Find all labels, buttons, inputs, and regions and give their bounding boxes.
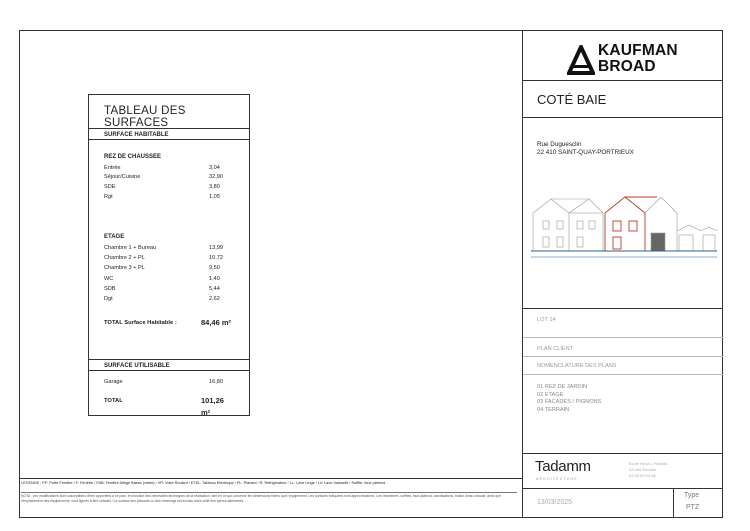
divider: [523, 356, 723, 357]
triangle-logo-icon: [567, 45, 595, 77]
logo-wordmark: [598, 43, 678, 75]
row-value: 32,90: [209, 174, 223, 180]
architect-info: [629, 461, 667, 479]
address-street: Rue Duguesclin: [537, 141, 582, 148]
row-label: Dgt: [104, 296, 113, 302]
logo-line1: KAUFMAN: [598, 42, 678, 59]
row-label: SDB: [104, 286, 116, 292]
total-surfaces: [104, 395, 234, 417]
total-habitable: [104, 317, 234, 329]
row-value: 16,80: [209, 379, 223, 385]
house-elevation-drawing: [531, 193, 717, 263]
row-label: Entrée: [104, 165, 121, 171]
type-label: Type: [684, 492, 700, 499]
nomenclature-label: NOMENCLATURE DES PLANS: [537, 363, 617, 369]
logo-line2: BROAD: [598, 58, 656, 75]
row-value: 13,99: [209, 245, 223, 251]
etage-title: ETAGE: [104, 234, 125, 240]
surface-utilisable-header: SURFACE UTILISABLE: [89, 359, 249, 371]
plan-item: 03 FACADES / PIGNONS: [537, 399, 602, 406]
plan-item: 01 REZ DE JARDIN: [537, 384, 588, 390]
plan-client-label: PLAN CLIENT: [537, 346, 574, 352]
legend-note: NOTA : ces modifications sont susceptibles d'être apportées à ce plan, en fonction des nécessités techniques de la réalisation, tant en ce qui concerne les dimensions fixées que l'équipement. Les surfaces indiquées sont approximatives. Les retombées, soffites, faux-plafond, canalisations, ballon d'eau chaude, ainsi que l'emplacement des équipements, sont figurés à titre indicatif / La surface des placards ou des dressings est incluse dans celle des pièces attenantes: [21, 492, 517, 504]
address-city: 22 410 SAINT-QUAY-PORTRIEUX: [537, 149, 634, 156]
lot-label: LOT 14: [537, 317, 556, 323]
architect-logo: Tadamm: [535, 458, 591, 475]
legend-bar: [19, 478, 522, 518]
total-value: 84,46 m²: [201, 318, 232, 327]
kaufman-broad-logo: [567, 43, 717, 79]
divider: [523, 308, 723, 309]
divider: [523, 337, 723, 338]
total-label: TOTAL: [104, 398, 123, 404]
etage-row: [104, 264, 224, 273]
row-label: Rgt: [104, 194, 113, 200]
row-value: 3,04: [209, 165, 220, 171]
surfaces-table: [88, 94, 250, 416]
divider: [523, 117, 723, 118]
architect-info-line: 02 99 63 04 46: [629, 473, 656, 478]
architect-info-line: 33 000 Rennes: [629, 467, 657, 472]
total-value: 101,26 m²: [201, 396, 224, 417]
rdc-row: [104, 183, 224, 192]
total-label: TOTAL Surface Habitable :: [104, 320, 177, 326]
etage-row: [104, 244, 224, 253]
plan-item: 02 ETAGE: [537, 391, 564, 398]
row-label: SDE: [104, 184, 116, 190]
divider: [523, 453, 723, 454]
surface-habitable-header: SURFACE HABITABLE: [89, 128, 249, 140]
etage-row: [104, 254, 224, 263]
divider: [523, 80, 723, 81]
rdc-row: [104, 164, 224, 173]
row-label: Garage: [104, 379, 123, 385]
row-value: 10,72: [209, 255, 223, 261]
rdc-row: [104, 173, 224, 182]
row-value: 5,44: [209, 286, 220, 292]
rdc-row: [104, 193, 224, 202]
row-label: Séjour/Cuisine: [104, 174, 141, 180]
row-value: 1,40: [209, 276, 220, 282]
utilisable-row: [104, 378, 224, 387]
etage-row: [104, 275, 224, 284]
plan-date: 13/03/2025: [537, 499, 573, 506]
plan-item: 04 TERRAIN: [537, 406, 570, 413]
row-value: 3,80: [209, 184, 220, 190]
row-label: Chambre 2 + PL: [104, 255, 145, 261]
row-value: 9,50: [209, 265, 220, 271]
divider: [523, 374, 723, 375]
type-box: [673, 488, 724, 518]
title-block: [522, 30, 723, 518]
plans-list: [537, 384, 601, 414]
architect-info-line: Ecole Rosa L Paradis: [629, 461, 668, 466]
etage-row: [104, 285, 224, 294]
row-label: WC: [104, 276, 114, 282]
row-value: 1,05: [209, 194, 220, 200]
row-value: 2,62: [209, 296, 220, 302]
rdc-title: REZ DE CHAUSSEE: [104, 154, 162, 160]
architect-subtitle: ARCHITECTURE: [536, 477, 578, 481]
project-address: [537, 141, 634, 157]
legend-text: LEGENDE : PF: Porte Fenêtre / F: Fenêtre / FAB: Fenêtre Allège Basse (vitrée) / VR: Volet Roulant / ETEL: Tableau Electrique / PL: Placard / R: Réfrigérateur / LL: Lave Linge / LV: Lave Vaisselle / Soffite, faux plafond: [21, 481, 386, 485]
row-label: Chambre 1 + Bureau: [104, 245, 157, 251]
etage-row: [104, 295, 224, 304]
type-value: PTZ: [686, 504, 700, 511]
project-title: COTÉ BAIE: [537, 92, 607, 107]
row-label: Chambre 3 + PL: [104, 265, 145, 271]
surfaces-title: TABLEAU DES SURFACES: [104, 105, 186, 129]
